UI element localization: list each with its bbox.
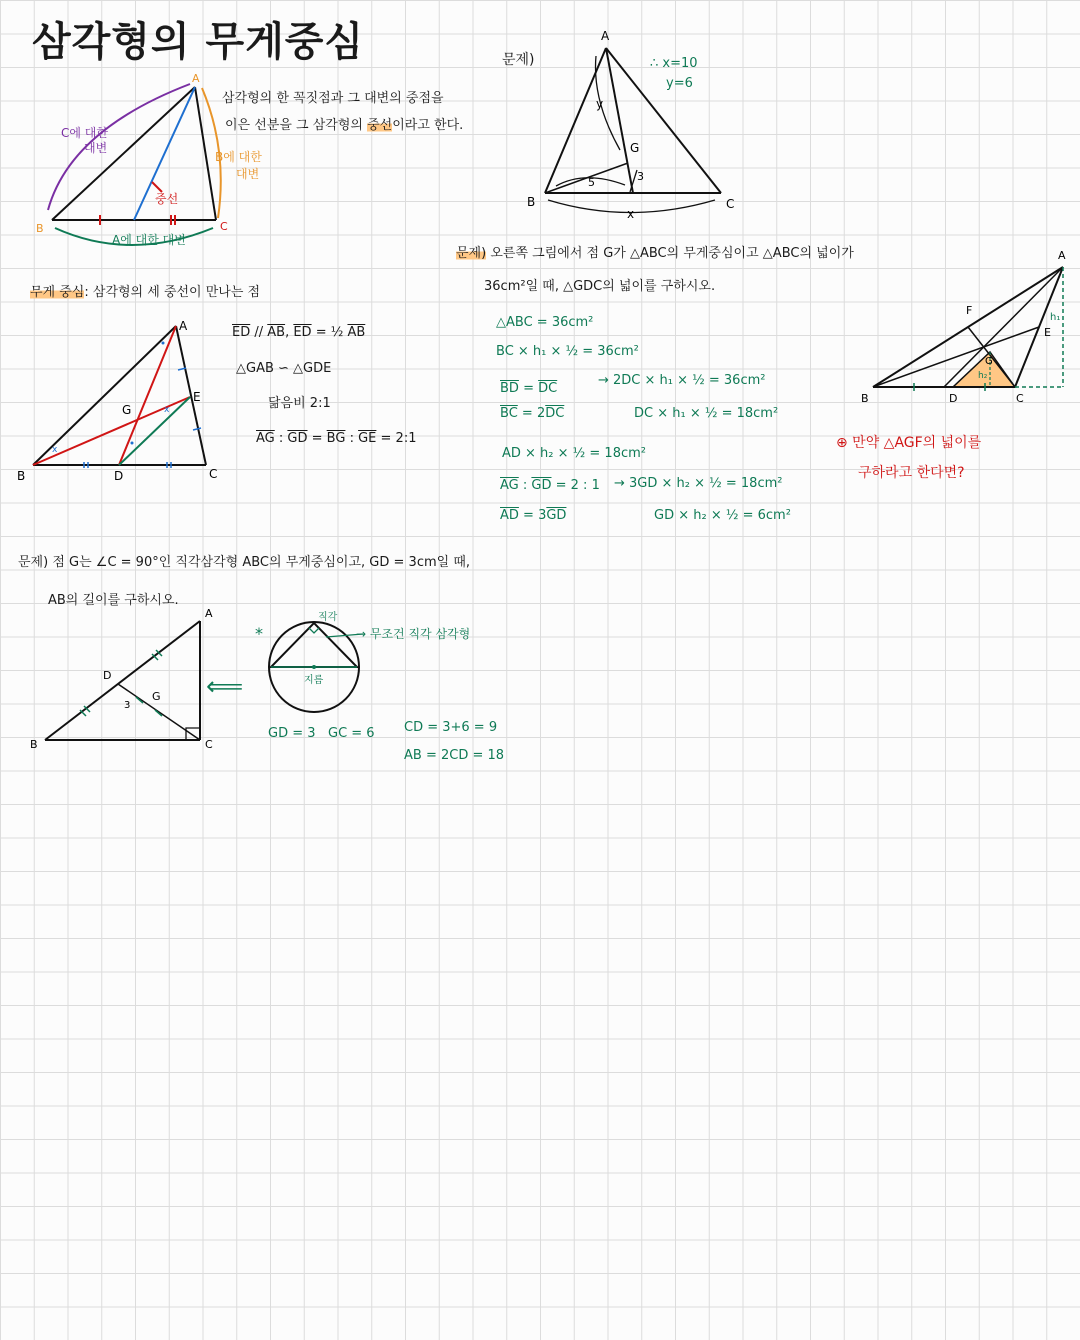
p3-label-b: B [30, 738, 38, 751]
p3-label-3: 3 [124, 700, 131, 711]
p2-step2: BC × h₁ × ½ = 36cm² [496, 344, 639, 359]
similar-triangles: △GAB ∽ △GDE [236, 361, 332, 376]
p3-implication-arrow: ⟸ [206, 672, 244, 702]
a-opposite-label: A에 대한 대변 [112, 233, 186, 247]
label-b: B [36, 222, 44, 235]
ratio-2: = 2 : 1 [551, 478, 600, 493]
p2-label-h1: h₁ [1050, 312, 1061, 323]
p2-step7: AD × h₂ × ½ = 18cm² [502, 446, 646, 461]
p2-note-line2: 구하라고 한다면? [858, 465, 965, 481]
half-sign: = ½ [311, 325, 348, 340]
colon-1: : [274, 431, 288, 446]
centroid-def-text: : 삼각형의 세 중선이 만나는 점 [84, 285, 261, 300]
median-definition-line1: 삼각형의 한 꼭짓점과 그 대변의 중점을 [222, 91, 444, 106]
p1-label-b: B [527, 195, 536, 209]
seg-bc: $\overline{BC}$ [500, 406, 518, 421]
p3-gc: GC = 6 [328, 726, 375, 741]
seg-ed: $\overline{ED}$ [232, 325, 251, 340]
p3-label-g: G [152, 690, 161, 703]
p2-label-a: A [1058, 249, 1066, 262]
p2-step9: → 3GD × h₂ × ½ = 18cm² [614, 476, 783, 491]
problem2-question-text: 오른쪽 그림에서 점 G가 △ABC의 무게중심이고 △ABC의 넓이가 [490, 246, 854, 261]
p2-label-e: E [1044, 326, 1051, 339]
seg-ag: $\overline{AG}$ [256, 431, 275, 446]
seg-ab-2: $\overline{AB}$ [347, 325, 366, 340]
p3-cd: CD = 3+6 = 9 [404, 720, 498, 735]
p2-step10 [500, 508, 566, 524]
centroid-term: 무게 중심 [30, 285, 85, 300]
problem1-answer-y: y=6 [666, 76, 693, 91]
label-a: A [192, 72, 200, 85]
p2-note-line1: ⊕ 만약 △AGF의 넓이를 [836, 435, 982, 451]
p2-label-c: C [1016, 392, 1024, 405]
seg-ed-2: $\overline{ED}$ [293, 325, 312, 340]
c2-label-c: C [209, 467, 218, 481]
seg-bd: $\overline{BD}$ [500, 381, 519, 396]
p2-step8 [500, 478, 600, 494]
c2-label-a: A [179, 319, 188, 333]
p3-label-c: C [205, 738, 213, 751]
p1-label-y: y [596, 97, 604, 111]
eq-2: = 2 [517, 406, 546, 421]
p2-step11: GD × h₂ × ½ = 6cm² [654, 508, 791, 523]
seg-gd: $\overline{GD}$ [287, 431, 308, 446]
median-word-highlight: 중선 [367, 118, 393, 133]
problem2-question-line2: 36cm²일 때, △GDC의 넓이를 구하시오. [484, 279, 716, 294]
p2-step5: → 2DC × h₁ × ½ = 36cm² [598, 373, 766, 388]
p3-ab: AB = 2CD = 18 [404, 748, 505, 763]
c-opposite-label-1: C에 대한 [61, 126, 108, 140]
seg-ag-2: $\overline{AG}$ [500, 478, 519, 493]
p3-label-a: A [205, 607, 213, 620]
problem3-question-line2: AB의 길이를 구하시오. [48, 593, 179, 608]
seg-ab: $\overline{AB}$ [267, 325, 286, 340]
page-title: 삼각형의 무게중심 [32, 19, 365, 65]
p1-label-x: x [627, 207, 635, 221]
p2-label-g: G [985, 356, 993, 367]
median-definition-part: 이은 선분을 그 삼각형의 [225, 118, 368, 133]
inscribed-right-triangle-figure [0, 0, 420, 760]
p1-label-3: 3 [637, 170, 644, 183]
p2-label-b: B [861, 392, 869, 405]
p3-label-d: D [103, 669, 112, 682]
p1-label-a: A [601, 29, 610, 43]
svg-text:x: x [164, 405, 170, 415]
p2-label-f: F [966, 304, 973, 317]
eq-1: = [518, 381, 539, 396]
b-opposite-label-1: B에 대한 [215, 150, 262, 164]
colon-2: : [345, 431, 359, 446]
eq-3: = 3 [518, 508, 547, 523]
problem1-heading: 문제) [502, 52, 535, 68]
c-opposite-label-2: 대변 [84, 141, 108, 155]
c2-label-b: B [17, 469, 26, 483]
c2-label-e: E [193, 390, 201, 404]
p2-step6: DC × h₁ × ½ = 18cm² [634, 406, 779, 421]
seg-dc-2: $\overline{DC}$ [545, 406, 565, 421]
p3-gd: GD = 3 [268, 726, 316, 741]
problem3-heading: 문제) [18, 555, 49, 570]
problem3-question-text: 점 G는 ∠C = 90°인 직각삼각형 ABC의 무게중심이고, GD = 3cm일 때, [52, 555, 471, 570]
colon-3: : [518, 478, 532, 493]
svg-text:x: x [52, 445, 58, 455]
problem2-heading: 문제) [456, 246, 487, 261]
p2-label-d: D [949, 392, 958, 405]
p2-label-h2: h₂ [978, 371, 988, 381]
seg-ad: $\overline{AD}$ [500, 508, 519, 523]
c2-label-g: G [122, 403, 132, 417]
diameter-label: 지름 [304, 675, 324, 686]
p1-label-c: C [726, 197, 735, 211]
b-opposite-label-2: 대변 [236, 167, 260, 181]
similarity-ratio: 닮음비 2:1 [268, 396, 331, 411]
seg-ge: $\overline{GE}$ [358, 431, 377, 446]
seg-gd-2: $\overline{GD}$ [531, 478, 552, 493]
apex-right-angle-label: 직각 [318, 612, 338, 623]
p1-label-g: G [630, 141, 640, 155]
parallel-sign: // [250, 325, 268, 340]
median-definition-end: 이라고 한다. [392, 118, 464, 133]
label-c: C [220, 220, 228, 233]
p2-step1: △ABC = 36cm² [496, 315, 594, 330]
seg-bg: $\overline{BG}$ [326, 431, 346, 446]
ratio-value: = 2:1 [376, 431, 417, 446]
p3-star: * [255, 624, 263, 643]
comma: , [285, 325, 294, 340]
always-right-triangle-note: → 무조건 직각 삼각형 [356, 627, 471, 641]
equals: = [307, 431, 327, 446]
p1-label-5: 5 [588, 176, 595, 189]
problem1-answer-x: ∴ x=10 [650, 56, 698, 71]
seg-dc: $\overline{DC}$ [538, 381, 558, 396]
c2-label-d: D [114, 469, 124, 483]
seg-gd-3: $\overline{GD}$ [546, 508, 567, 523]
median-label: 중선 [155, 192, 179, 206]
